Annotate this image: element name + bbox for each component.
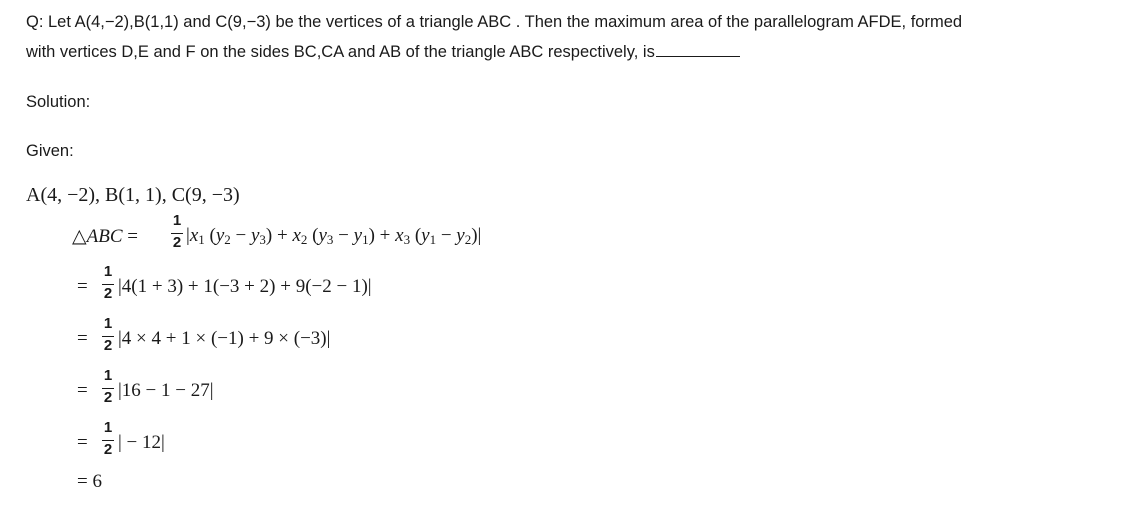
equation-rhs: |4(1 + 3) + 1(−3 + 2) + 9(−2 − 1)|	[118, 276, 372, 297]
fraction-numerator: 1	[103, 367, 113, 384]
equation-rhs: $|x_1$ $(y_2 - y_3) + x_2$ $(y_3 - y_1) + x_3$ $(y_1 - y_2)|$	[186, 225, 482, 247]
fraction-denominator: 2	[103, 441, 113, 458]
fraction-denominator: 2	[103, 337, 113, 354]
equals-sign: =	[77, 380, 88, 401]
equation-step-substitute	[77, 262, 577, 312]
equals-sign: =	[77, 432, 88, 453]
fraction-denominator: 2	[103, 285, 113, 302]
answer-blank	[656, 42, 740, 57]
fraction-numerator: 1	[172, 212, 182, 229]
given-heading: Given:	[26, 142, 74, 160]
question-line-2-text: with vertices D,E and F on the sides BC,CA and AB of the triangle ABC respectively, is	[26, 43, 655, 61]
fraction-numerator: 1	[103, 419, 113, 436]
equation-step-absolute	[77, 418, 577, 468]
equation-step-formula	[72, 211, 632, 261]
fraction-denominator: 2	[172, 234, 182, 251]
equation-step-simplify	[77, 366, 577, 416]
fraction-denominator: 2	[103, 389, 113, 406]
final-answer: = 6	[77, 471, 102, 492]
equation-rhs: |16 − 1 − 27|	[118, 380, 214, 401]
equals-sign: =	[77, 328, 88, 349]
equation-lhs: △ABC =	[72, 226, 138, 247]
equation-rhs: | − 12|	[118, 432, 165, 453]
equation-step-multiply	[77, 314, 577, 364]
solution-heading: Solution:	[26, 93, 91, 111]
given-vertices: A(4, −2), B(1, 1), C(9, −3)	[26, 184, 240, 206]
fraction-numerator: 1	[103, 315, 113, 332]
fraction-numerator: 1	[103, 263, 113, 280]
equation-rhs: |4 × 4 + 1 × (−1) + 9 × (−3)|	[118, 328, 331, 349]
question-line-1: Q: Let A(4,−2),B(1,1) and C(9,−3) be the vertices of a triangle ABC . Then the maximum area of the parallelogram AFDE, formed	[26, 13, 963, 31]
equals-sign: =	[77, 276, 88, 297]
abc-label: ABC	[86, 226, 123, 247]
question-line-2	[26, 42, 740, 62]
triangle-symbol: △	[72, 226, 87, 247]
